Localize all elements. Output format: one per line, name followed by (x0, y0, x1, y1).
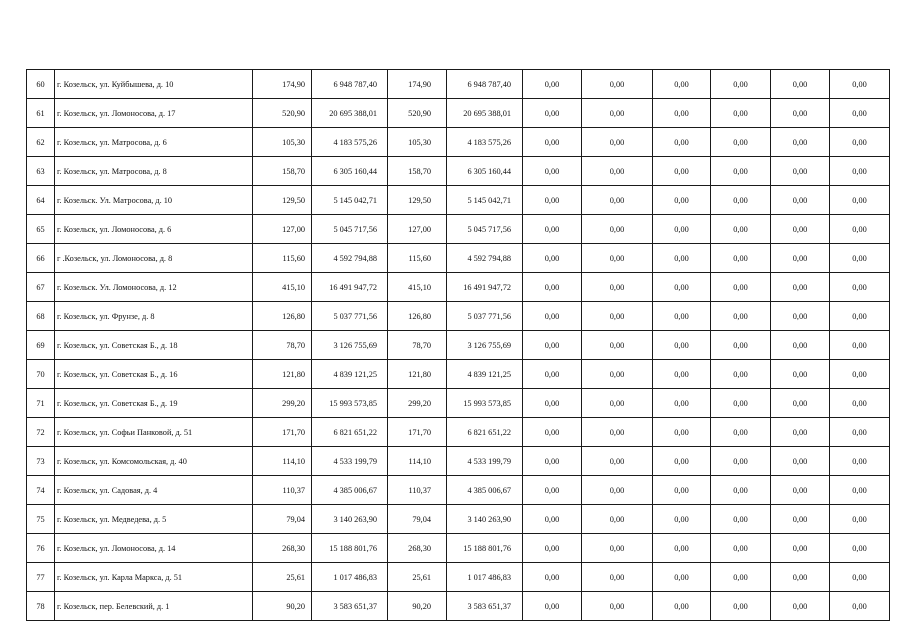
address-cell: г. Козельск, ул. Медведева, д. 5 (55, 505, 253, 534)
zero-value-cell: 0,00 (771, 389, 830, 418)
cost-cell: 16 491 947,72 (447, 273, 523, 302)
zero-value-cell: 0,00 (771, 534, 830, 563)
zero-value-cell: 0,00 (582, 476, 653, 505)
zero-value-cell: 0,00 (711, 389, 771, 418)
area-cell: 114,10 (388, 447, 447, 476)
zero-value-cell: 0,00 (771, 215, 830, 244)
zero-value-cell: 0,00 (771, 476, 830, 505)
zero-value-cell: 0,00 (771, 563, 830, 592)
table-row (27, 418, 890, 447)
row-number: 67 (27, 273, 55, 302)
zero-value-cell: 0,00 (711, 99, 771, 128)
row-number: 78 (27, 592, 55, 621)
address-cell: г. Козельск, ул. Фрунзе, д. 8 (55, 302, 253, 331)
zero-value-cell: 0,00 (830, 592, 890, 621)
zero-value-cell: 0,00 (653, 128, 711, 157)
cost-total-cell: 16 491 947,72 (312, 273, 388, 302)
row-number: 62 (27, 128, 55, 157)
zero-value-cell: 0,00 (830, 302, 890, 331)
zero-value-cell: 0,00 (523, 302, 582, 331)
zero-value-cell: 0,00 (582, 418, 653, 447)
area-total-cell: 127,00 (253, 215, 312, 244)
table-row (27, 99, 890, 128)
zero-value-cell: 0,00 (711, 563, 771, 592)
cost-total-cell: 6 821 651,22 (312, 418, 388, 447)
zero-value-cell: 0,00 (771, 447, 830, 476)
area-cell: 299,20 (388, 389, 447, 418)
address-cell: г. Козельск, ул. Ломоносова, д. 14 (55, 534, 253, 563)
cost-cell: 4 839 121,25 (447, 360, 523, 389)
zero-value-cell: 0,00 (523, 592, 582, 621)
table-row (27, 476, 890, 505)
cost-cell: 20 695 388,01 (447, 99, 523, 128)
zero-value-cell: 0,00 (830, 389, 890, 418)
zero-value-cell: 0,00 (830, 360, 890, 389)
zero-value-cell: 0,00 (711, 360, 771, 389)
area-total-cell: 90,20 (253, 592, 312, 621)
cost-total-cell: 4 385 006,67 (312, 476, 388, 505)
zero-value-cell: 0,00 (771, 592, 830, 621)
table-row (27, 563, 890, 592)
cost-cell: 5 037 771,56 (447, 302, 523, 331)
zero-value-cell: 0,00 (523, 505, 582, 534)
zero-value-cell: 0,00 (711, 186, 771, 215)
area-cell: 268,30 (388, 534, 447, 563)
housing-table (26, 69, 890, 621)
zero-value-cell: 0,00 (653, 186, 711, 215)
zero-value-cell: 0,00 (523, 215, 582, 244)
zero-value-cell: 0,00 (582, 70, 653, 99)
cost-cell: 6 305 160,44 (447, 157, 523, 186)
cost-cell: 6 948 787,40 (447, 70, 523, 99)
zero-value-cell: 0,00 (653, 99, 711, 128)
cost-cell: 4 592 794,88 (447, 244, 523, 273)
address-cell: г. Козельск. Ул. Ломоносова, д. 12 (55, 273, 253, 302)
zero-value-cell: 0,00 (582, 186, 653, 215)
cost-total-cell: 4 533 199,79 (312, 447, 388, 476)
zero-value-cell: 0,00 (771, 331, 830, 360)
area-total-cell: 299,20 (253, 389, 312, 418)
area-cell: 121,80 (388, 360, 447, 389)
zero-value-cell: 0,00 (653, 360, 711, 389)
area-cell: 25,61 (388, 563, 447, 592)
cost-total-cell: 20 695 388,01 (312, 99, 388, 128)
row-number: 60 (27, 70, 55, 99)
zero-value-cell: 0,00 (830, 70, 890, 99)
cost-total-cell: 3 140 263,90 (312, 505, 388, 534)
area-total-cell: 520,90 (253, 99, 312, 128)
cost-total-cell: 4 839 121,25 (312, 360, 388, 389)
zero-value-cell: 0,00 (653, 244, 711, 273)
zero-value-cell: 0,00 (711, 331, 771, 360)
row-number: 64 (27, 186, 55, 215)
zero-value-cell: 0,00 (582, 99, 653, 128)
row-number: 76 (27, 534, 55, 563)
zero-value-cell: 0,00 (771, 244, 830, 273)
zero-value-cell: 0,00 (582, 563, 653, 592)
zero-value-cell: 0,00 (582, 157, 653, 186)
zero-value-cell: 0,00 (830, 505, 890, 534)
zero-value-cell: 0,00 (523, 331, 582, 360)
zero-value-cell: 0,00 (582, 505, 653, 534)
zero-value-cell: 0,00 (771, 99, 830, 128)
cost-total-cell: 6 305 160,44 (312, 157, 388, 186)
zero-value-cell: 0,00 (711, 447, 771, 476)
zero-value-cell: 0,00 (523, 99, 582, 128)
cost-total-cell: 5 045 717,56 (312, 215, 388, 244)
zero-value-cell: 0,00 (582, 273, 653, 302)
zero-value-cell: 0,00 (830, 563, 890, 592)
area-total-cell: 126,80 (253, 302, 312, 331)
area-cell: 115,60 (388, 244, 447, 273)
row-number: 77 (27, 563, 55, 592)
zero-value-cell: 0,00 (711, 273, 771, 302)
table-row (27, 244, 890, 273)
zero-value-cell: 0,00 (653, 534, 711, 563)
area-total-cell: 174,90 (253, 70, 312, 99)
area-total-cell: 114,10 (253, 447, 312, 476)
cost-cell: 15 188 801,76 (447, 534, 523, 563)
zero-value-cell: 0,00 (830, 186, 890, 215)
area-cell: 171,70 (388, 418, 447, 447)
area-total-cell: 105,30 (253, 128, 312, 157)
zero-value-cell: 0,00 (523, 534, 582, 563)
row-number: 63 (27, 157, 55, 186)
zero-value-cell: 0,00 (653, 302, 711, 331)
area-cell: 126,80 (388, 302, 447, 331)
address-cell: г. Козельск, ул. Ломоносова, д. 17 (55, 99, 253, 128)
cost-total-cell: 3 583 651,37 (312, 592, 388, 621)
row-number: 72 (27, 418, 55, 447)
table-row (27, 389, 890, 418)
zero-value-cell: 0,00 (523, 70, 582, 99)
area-total-cell: 110,37 (253, 476, 312, 505)
address-cell: г. Козельск, ул. Советская Б., д. 19 (55, 389, 253, 418)
cost-cell: 5 045 717,56 (447, 215, 523, 244)
cost-cell: 6 821 651,22 (447, 418, 523, 447)
cost-cell: 15 993 573,85 (447, 389, 523, 418)
area-cell: 158,70 (388, 157, 447, 186)
zero-value-cell: 0,00 (830, 215, 890, 244)
zero-value-cell: 0,00 (523, 476, 582, 505)
table-row (27, 215, 890, 244)
address-cell: г. Козельск, ул. Софьи Панковой, д. 51 (55, 418, 253, 447)
cost-total-cell: 4 183 575,26 (312, 128, 388, 157)
zero-value-cell: 0,00 (582, 592, 653, 621)
address-cell: г. Козельск, ул. Ломоносова, д. 6 (55, 215, 253, 244)
zero-value-cell: 0,00 (523, 389, 582, 418)
zero-value-cell: 0,00 (711, 302, 771, 331)
address-cell: г. Козельск, ул. Матросова, д. 6 (55, 128, 253, 157)
zero-value-cell: 0,00 (653, 70, 711, 99)
zero-value-cell: 0,00 (653, 389, 711, 418)
zero-value-cell: 0,00 (830, 99, 890, 128)
zero-value-cell: 0,00 (653, 563, 711, 592)
area-cell: 520,90 (388, 99, 447, 128)
zero-value-cell: 0,00 (523, 128, 582, 157)
zero-value-cell: 0,00 (582, 389, 653, 418)
zero-value-cell: 0,00 (711, 534, 771, 563)
row-number: 66 (27, 244, 55, 273)
area-cell: 110,37 (388, 476, 447, 505)
table-row (27, 447, 890, 476)
address-cell: г. Козельск, ул. Куйбышева, д. 10 (55, 70, 253, 99)
zero-value-cell: 0,00 (653, 418, 711, 447)
zero-value-cell: 0,00 (711, 215, 771, 244)
row-number: 74 (27, 476, 55, 505)
table-row (27, 70, 890, 99)
area-total-cell: 115,60 (253, 244, 312, 273)
cost-total-cell: 15 993 573,85 (312, 389, 388, 418)
cost-cell: 3 126 755,69 (447, 331, 523, 360)
area-cell: 127,00 (388, 215, 447, 244)
area-total-cell: 78,70 (253, 331, 312, 360)
address-cell: г. Козельск, ул. Советская Б., д. 18 (55, 331, 253, 360)
zero-value-cell: 0,00 (830, 244, 890, 273)
zero-value-cell: 0,00 (771, 128, 830, 157)
zero-value-cell: 0,00 (771, 302, 830, 331)
cost-cell: 4 533 199,79 (447, 447, 523, 476)
table-row (27, 360, 890, 389)
area-total-cell: 171,70 (253, 418, 312, 447)
zero-value-cell: 0,00 (830, 418, 890, 447)
zero-value-cell: 0,00 (711, 70, 771, 99)
cost-cell: 1 017 486,83 (447, 563, 523, 592)
address-cell: г. Козельск, ул. Карла Маркса, д. 51 (55, 563, 253, 592)
row-number: 75 (27, 505, 55, 534)
zero-value-cell: 0,00 (523, 244, 582, 273)
zero-value-cell: 0,00 (582, 244, 653, 273)
address-cell: г. Козельск, ул. Матросова, д. 8 (55, 157, 253, 186)
cost-cell: 5 145 042,71 (447, 186, 523, 215)
area-total-cell: 415,10 (253, 273, 312, 302)
area-cell: 78,70 (388, 331, 447, 360)
zero-value-cell: 0,00 (771, 418, 830, 447)
table-row (27, 331, 890, 360)
zero-value-cell: 0,00 (523, 273, 582, 302)
table-row (27, 302, 890, 331)
area-total-cell: 25,61 (253, 563, 312, 592)
zero-value-cell: 0,00 (582, 360, 653, 389)
zero-value-cell: 0,00 (830, 447, 890, 476)
zero-value-cell: 0,00 (653, 476, 711, 505)
zero-value-cell: 0,00 (711, 128, 771, 157)
cost-total-cell: 5 037 771,56 (312, 302, 388, 331)
zero-value-cell: 0,00 (771, 70, 830, 99)
cost-total-cell: 1 017 486,83 (312, 563, 388, 592)
area-cell: 105,30 (388, 128, 447, 157)
table-row (27, 128, 890, 157)
zero-value-cell: 0,00 (771, 273, 830, 302)
zero-value-cell: 0,00 (653, 273, 711, 302)
address-cell: г. Козельск, ул. Советская Б., д. 16 (55, 360, 253, 389)
zero-value-cell: 0,00 (711, 418, 771, 447)
zero-value-cell: 0,00 (582, 534, 653, 563)
table-row (27, 592, 890, 621)
table-row (27, 534, 890, 563)
address-cell: г. Козельск, пер. Белевский, д. 1 (55, 592, 253, 621)
zero-value-cell: 0,00 (582, 128, 653, 157)
zero-value-cell: 0,00 (711, 244, 771, 273)
row-number: 65 (27, 215, 55, 244)
zero-value-cell: 0,00 (653, 447, 711, 476)
address-cell: г. Козельск, ул. Садовая, д. 4 (55, 476, 253, 505)
zero-value-cell: 0,00 (523, 563, 582, 592)
zero-value-cell: 0,00 (830, 476, 890, 505)
zero-value-cell: 0,00 (771, 186, 830, 215)
address-cell: г .Козельск, ул. Ломоносова, д. 8 (55, 244, 253, 273)
zero-value-cell: 0,00 (523, 157, 582, 186)
row-number: 61 (27, 99, 55, 128)
cost-cell: 3 140 263,90 (447, 505, 523, 534)
zero-value-cell: 0,00 (711, 476, 771, 505)
address-cell: г. Козельск. Ул. Матросова, д. 10 (55, 186, 253, 215)
cost-cell: 4 385 006,67 (447, 476, 523, 505)
zero-value-cell: 0,00 (653, 157, 711, 186)
zero-value-cell: 0,00 (523, 447, 582, 476)
zero-value-cell: 0,00 (771, 360, 830, 389)
row-number: 70 (27, 360, 55, 389)
area-cell: 415,10 (388, 273, 447, 302)
cost-total-cell: 3 126 755,69 (312, 331, 388, 360)
zero-value-cell: 0,00 (771, 505, 830, 534)
table-row (27, 157, 890, 186)
row-number: 68 (27, 302, 55, 331)
zero-value-cell: 0,00 (523, 360, 582, 389)
zero-value-cell: 0,00 (711, 157, 771, 186)
zero-value-cell: 0,00 (830, 273, 890, 302)
zero-value-cell: 0,00 (653, 215, 711, 244)
zero-value-cell: 0,00 (523, 186, 582, 215)
area-cell: 90,20 (388, 592, 447, 621)
zero-value-cell: 0,00 (771, 157, 830, 186)
zero-value-cell: 0,00 (523, 418, 582, 447)
zero-value-cell: 0,00 (830, 331, 890, 360)
area-cell: 79,04 (388, 505, 447, 534)
area-cell: 129,50 (388, 186, 447, 215)
area-cell: 174,90 (388, 70, 447, 99)
cost-total-cell: 15 188 801,76 (312, 534, 388, 563)
row-number: 73 (27, 447, 55, 476)
table-body (27, 70, 890, 621)
table-row (27, 505, 890, 534)
address-cell: г. Козельск, ул. Комсомольская, д. 40 (55, 447, 253, 476)
cost-total-cell: 5 145 042,71 (312, 186, 388, 215)
zero-value-cell: 0,00 (653, 331, 711, 360)
zero-value-cell: 0,00 (582, 215, 653, 244)
table-row (27, 186, 890, 215)
zero-value-cell: 0,00 (653, 505, 711, 534)
table-row (27, 273, 890, 302)
cost-cell: 4 183 575,26 (447, 128, 523, 157)
cost-total-cell: 6 948 787,40 (312, 70, 388, 99)
zero-value-cell: 0,00 (582, 447, 653, 476)
cost-total-cell: 4 592 794,88 (312, 244, 388, 273)
cost-cell: 3 583 651,37 (447, 592, 523, 621)
zero-value-cell: 0,00 (830, 534, 890, 563)
area-total-cell: 268,30 (253, 534, 312, 563)
zero-value-cell: 0,00 (711, 505, 771, 534)
row-number: 71 (27, 389, 55, 418)
area-total-cell: 79,04 (253, 505, 312, 534)
area-total-cell: 121,80 (253, 360, 312, 389)
row-number: 69 (27, 331, 55, 360)
zero-value-cell: 0,00 (711, 592, 771, 621)
zero-value-cell: 0,00 (830, 157, 890, 186)
zero-value-cell: 0,00 (582, 331, 653, 360)
area-total-cell: 158,70 (253, 157, 312, 186)
zero-value-cell: 0,00 (830, 128, 890, 157)
zero-value-cell: 0,00 (653, 592, 711, 621)
area-total-cell: 129,50 (253, 186, 312, 215)
zero-value-cell: 0,00 (582, 302, 653, 331)
